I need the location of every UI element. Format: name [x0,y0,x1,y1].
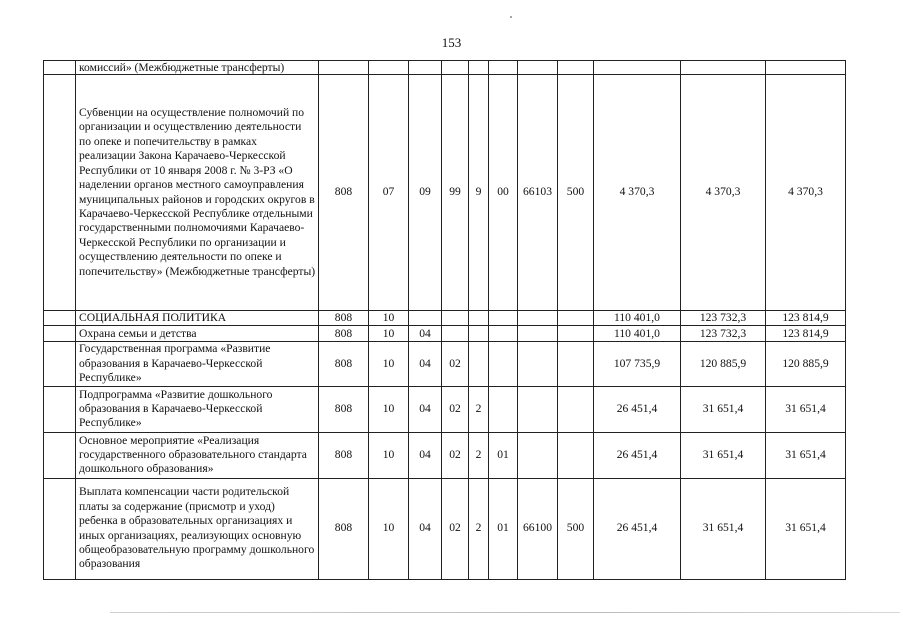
item-name-cell: Субвенции на осуществление полномочий по организации и осуществлению деятельности по опеке и попечительству в рамках реализации Закона Карачаево-Черкесской Республики от 10 января 2008 г. № 3-РЗ «О наделении органов местного самоуправления муниципальных районов и городских округов в Карачаево-Черкесской Республике отдельными государственными полномочиями Карачаево-Черкесской Республики по организации и осуществлению деятельности по опеке и попечительству» (Межбюджетные трансферты) [76,75,319,311]
amount-year-3-cell [766,61,846,75]
subprogram-code-cell: 9 [469,75,489,311]
amount-year-2-cell: 31 651,4 [681,478,766,579]
department-code-cell: 808 [319,432,369,478]
table-row [44,432,846,478]
event-code-cell [489,386,518,432]
amount-year-2-cell [681,61,766,75]
amount-year-3-cell: 120 885,9 [766,342,846,386]
amount-year-2-cell: 31 651,4 [681,432,766,478]
department-code-cell: 808 [319,75,369,311]
direction-code-cell: 66103 [518,75,558,311]
direction-code-cell [518,61,558,75]
department-code-cell: 808 [319,311,369,326]
item-name-cell: СОЦИАЛЬНАЯ ПОЛИТИКА [76,311,319,326]
amount-year-2-cell: 123 732,3 [681,311,766,326]
amount-year-3-cell: 31 651,4 [766,432,846,478]
program-code-cell: 02 [442,432,469,478]
direction-code-cell [518,386,558,432]
table-row [44,75,846,311]
amount-year-1-cell: 26 451,4 [594,432,681,478]
row-index-cell [44,386,76,432]
amount-year-2-cell: 31 651,4 [681,386,766,432]
row-index-cell [44,342,76,386]
direction-code-cell [518,326,558,342]
subprogram-code-cell [469,326,489,342]
amount-year-2-cell: 4 370,3 [681,75,766,311]
amount-year-1-cell: 107 735,9 [594,342,681,386]
amount-year-1-cell: 26 451,4 [594,478,681,579]
budget-table [43,60,846,580]
program-code-cell [442,311,469,326]
expense-type-code-cell [558,432,594,478]
page-number: 153 [441,35,462,50]
table-row [44,478,846,579]
expense-type-code-cell [558,311,594,326]
subsection-code-cell [409,311,442,326]
item-name-cell: Выплата компенсации части родительской платы за содержание (присмотр и уход) ребенка в образовательных организациях и иных организациях, реализующих основную общеобразовательную программу дошкольного образования [76,478,319,579]
table-row [44,386,846,432]
program-code-cell: 99 [442,75,469,311]
event-code-cell [489,326,518,342]
section-code-cell: 10 [369,326,409,342]
amount-year-1-cell [594,61,681,75]
amount-year-3-cell: 4 370,3 [766,75,846,311]
direction-code-cell: 66100 [518,478,558,579]
department-code-cell: 808 [319,386,369,432]
item-name-cell: комиссий» (Межбюджетные трансферты) [76,61,319,75]
event-code-cell: 01 [489,478,518,579]
department-code-cell: 808 [319,326,369,342]
program-code-cell: 02 [442,478,469,579]
section-code-cell: 10 [369,311,409,326]
section-code-cell [369,61,409,75]
scan-speck [510,16,512,18]
subprogram-code-cell: 2 [469,432,489,478]
department-code-cell: 808 [319,342,369,386]
subsection-code-cell: 04 [409,432,442,478]
amount-year-1-cell: 110 401,0 [594,311,681,326]
subsection-code-cell: 09 [409,75,442,311]
section-code-cell: 10 [369,432,409,478]
event-code-cell [489,342,518,386]
row-index-cell [44,311,76,326]
subsection-code-cell: 04 [409,326,442,342]
event-code-cell [489,311,518,326]
amount-year-2-cell: 120 885,9 [681,342,766,386]
subprogram-code-cell [469,342,489,386]
item-name-cell: Подпрограмма «Развитие дошкольного образования в Карачаево-Черкесской Республике» [76,386,319,432]
row-index-cell [44,326,76,342]
expense-type-code-cell [558,342,594,386]
expense-type-code-cell [558,61,594,75]
expense-type-code-cell [558,386,594,432]
subprogram-code-cell: 2 [469,386,489,432]
subsection-code-cell: 04 [409,478,442,579]
event-code-cell: 00 [489,75,518,311]
row-index-cell [44,432,76,478]
footer-rule [110,612,900,613]
item-name-cell: Основное мероприятие «Реализация государственного образовательного стандарта дошкольного образования» [76,432,319,478]
amount-year-3-cell: 31 651,4 [766,386,846,432]
event-code-cell: 01 [489,432,518,478]
subprogram-code-cell [469,61,489,75]
table-row [44,342,846,386]
item-name-cell: Государственная программа «Развитие образования в Карачаево-Черкесской Республике» [76,342,319,386]
subprogram-code-cell: 2 [469,478,489,579]
department-code-cell [319,61,369,75]
section-code-cell: 10 [369,386,409,432]
direction-code-cell [518,342,558,386]
row-index-cell [44,75,76,311]
row-index-cell [44,478,76,579]
table-row [44,61,846,75]
table-row [44,311,846,326]
program-code-cell: 02 [442,386,469,432]
program-code-cell [442,326,469,342]
row-index-cell [44,61,76,75]
expense-type-code-cell: 500 [558,478,594,579]
section-code-cell: 10 [369,342,409,386]
direction-code-cell [518,432,558,478]
table-row [44,326,846,342]
event-code-cell [489,61,518,75]
program-code-cell [442,61,469,75]
amount-year-1-cell: 110 401,0 [594,326,681,342]
amount-year-3-cell: 123 814,9 [766,326,846,342]
subsection-code-cell [409,61,442,75]
amount-year-2-cell: 123 732,3 [681,326,766,342]
subprogram-code-cell [469,311,489,326]
program-code-cell: 02 [442,342,469,386]
expense-type-code-cell [558,326,594,342]
amount-year-1-cell: 4 370,3 [594,75,681,311]
direction-code-cell [518,311,558,326]
amount-year-1-cell: 26 451,4 [594,386,681,432]
section-code-cell: 10 [369,478,409,579]
amount-year-3-cell: 123 814,9 [766,311,846,326]
expense-type-code-cell: 500 [558,75,594,311]
department-code-cell: 808 [319,478,369,579]
subsection-code-cell: 04 [409,342,442,386]
subsection-code-cell: 04 [409,386,442,432]
section-code-cell: 07 [369,75,409,311]
item-name-cell: Охрана семьи и детства [76,326,319,342]
amount-year-3-cell: 31 651,4 [766,478,846,579]
